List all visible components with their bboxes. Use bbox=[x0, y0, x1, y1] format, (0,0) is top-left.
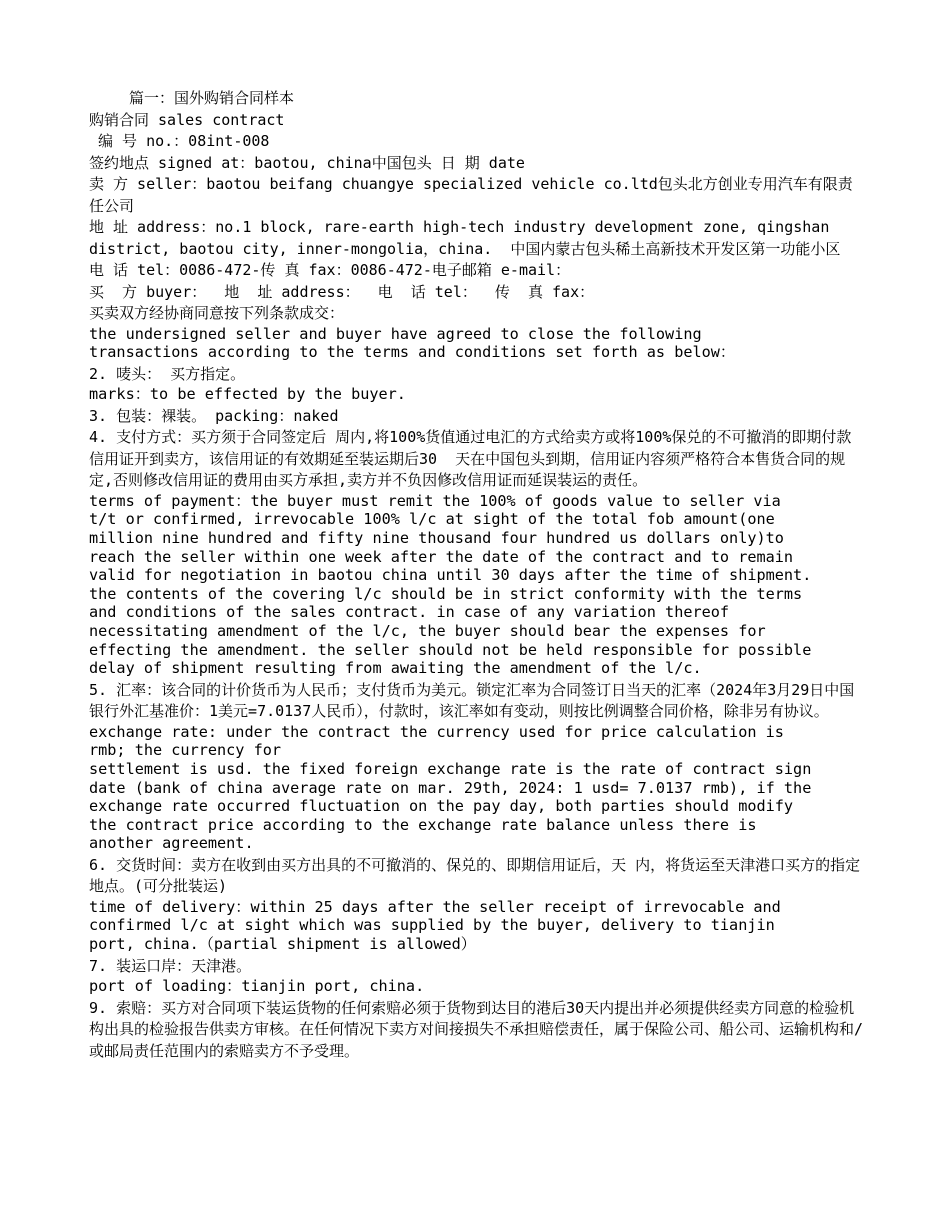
clause-5-exchange-en: exchange rate: under the contract the currency used for price calculation is rmb; the currency for settlement is usd. the fixed foreign exchange rate is the rate of contract sign date (bank of china average rate on mar. 29th, 2024: 1 usd= 7.0137 rmb), if the exchange rate occurred fluctuation on the pay day, both parties should modify the contract price according to the exchange rate balance unless there is another agreement. bbox=[89, 722, 812, 853]
clause-4-payment-cn: 4. 支付方式：买方须于合同签定后 周内,将100%货值通过电汇的方式给卖方或将100%保兑的不可撤消的即期付款信用证开到卖方，该信用证的有效期延至装运期后30 天在中国包头到期，信用证内容须严格符合本售货合同的规定,否则修改信用证的费用由买方承担,卖方并不负因修改信用证而延误装运的责任。 bbox=[89, 428, 852, 490]
seller-address: 地 址 address：no.1 block, rare-earth high-tech industry development zone, qingshan district, baotou city, inner-mongolia，china. 中国内蒙古包头稀土高新技术开发区第一功能小区 bbox=[89, 218, 841, 258]
buyer-info: 买 方 buyer： 地 址 address： 电 话 tel： 传 真 fax： bbox=[89, 282, 595, 301]
clause-3-packing: 3. 包装：裸装。 packing：naked bbox=[89, 406, 339, 425]
contract-document bbox=[89, 88, 864, 1062]
clause-2-marks-cn: 2. 唛头： 买方指定。 bbox=[89, 364, 246, 383]
clause-4-payment-en: terms of payment：the buyer must remit the 100% of goods value to seller via t/t or confirmed, irrevocable 100% l/c at sight of the total fob amount(one million nine hundred and fifty nine thousand four hundred us dollars only)to reach the seller within one week after the date of the contract and to remain valid for negotiation in baotou china until 30 days after the time of shipment. the contents of the covering l/c should be in strict conformity with the terms and conditions of the sales contract. in case of any variation thereof necessitating amendment of the l/c, the buyer should bear the expenses for effecting the amendment. the seller should not be held responsible for possible delay of shipment resulting from awaiting the amendment of the l/c. bbox=[89, 491, 812, 678]
seller-contact: 电 话 tel：0086-472-传 真 fax：0086-472-电子邮箱 e-mail： bbox=[89, 261, 571, 279]
clause-7-port-en: port of loading：tianjin port, china. bbox=[89, 977, 425, 996]
agreement-intro-cn: 买卖双方经协商同意按下列条款成交： bbox=[89, 304, 345, 322]
contract-number: 编 号 no.：08int-008 bbox=[89, 132, 270, 150]
clause-9-claims-cn: 9. 索赔：买方对合同项下装运货物的任何索赔必须于货物到达目的港后30天内提出并必须提供经卖方同意的检验机构出具的检验报告供卖方审核。在任何情况下卖方对间接损失不承担赔偿责任，属于保险公司、船公司、运输机构和/或邮局责任范围内的索赔卖方不予受理。 bbox=[89, 998, 864, 1060]
clause-5-exchange-cn: 5. 汇率：该合同的计价货币为人民币；支付货币为美元。锁定汇率为合同签订日当天的汇率（2024年3月29日中国银行外汇基准价：1美元=7.0137人民币），付款时，该汇率如有变动，则按比例调整合同价格，除非另有协议。 bbox=[89, 680, 855, 721]
clause-6-delivery-cn: 6. 交货时间：卖方在收到由买方出具的不可撤消的、保兑的、即期信用证后，天 内，将货运至天津港口买方的指定地点。(可分批装运) bbox=[89, 855, 861, 896]
seller-name: 卖 方 seller：baotou beifang chuangye specialized vehicle co.ltd包头北方创业专用汽车有限责任公司 bbox=[89, 175, 853, 215]
contract-title: 购销合同 sales contract bbox=[89, 110, 285, 129]
clause-7-port-cn: 7. 装运口岸：天津港。 bbox=[89, 956, 252, 975]
document-heading: 篇一：国外购销合同样本 bbox=[129, 89, 295, 107]
agreement-intro-en: the undersigned seller and buyer have agreed to close the following transactions according to the terms and conditions set forth as below： bbox=[89, 324, 736, 362]
clause-2-marks-en: marks：to be effected by the buyer. bbox=[89, 385, 406, 404]
signing-place-date: 签约地点 signed at：baotou, china中国包头 日 期 date bbox=[89, 153, 525, 172]
clause-6-delivery-en: time of delivery：within 25 days after the seller receipt of irrevocable and confirmed l/c at sight which was supplied by the buyer, delivery to tianjin port, china.（partial shipment is allowed） bbox=[89, 897, 781, 954]
